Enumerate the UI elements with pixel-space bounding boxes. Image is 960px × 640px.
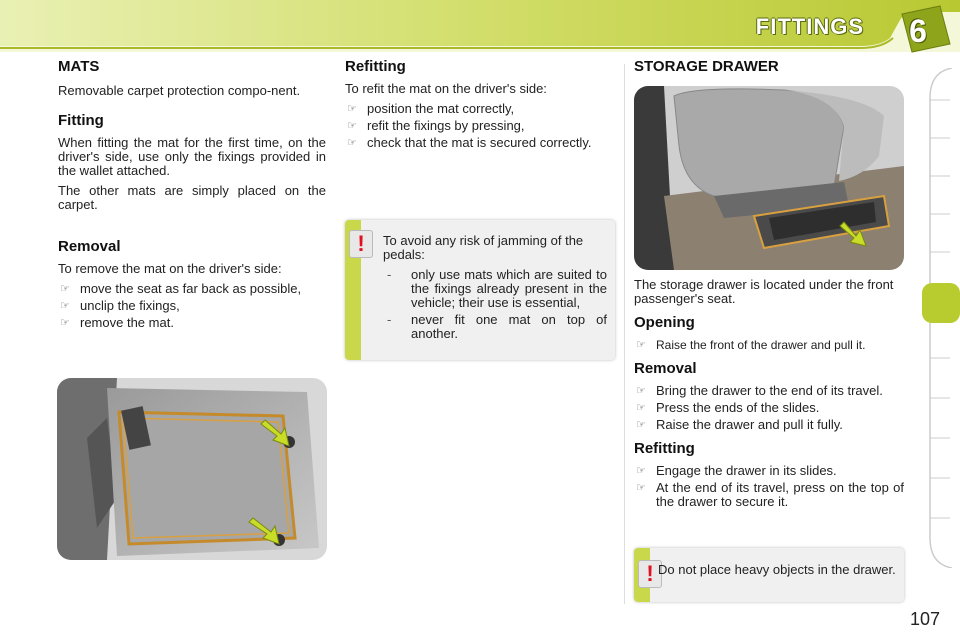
mats-intro: Removable carpet protection compo-nent. (58, 83, 301, 98)
list-item: ☞ position the mat correctly, (347, 101, 515, 116)
warning-intro: To avoid any risk of jamming of the pedals: (383, 233, 584, 262)
removal-intro: To remove the mat on the driver's side: (58, 261, 282, 276)
page-header (0, 0, 960, 56)
list-item: - only use mats which are suited to the fixings already present in the vehicle; their use is essential, (387, 267, 607, 310)
column-mats (58, 60, 326, 346)
column-refitting (345, 60, 615, 166)
drawer-intro: The storage drawer is located under the front passenger's seat. (634, 277, 894, 306)
mat-illustration (57, 378, 327, 560)
opening-steps (634, 338, 904, 352)
list-item: ☞ Press the ends of the slides. (636, 400, 820, 415)
list-item: ☞ remove the mat. (60, 315, 174, 330)
warning-box-drawer (634, 548, 904, 602)
fitting-text-2: The other mats are simply placed on the carpet. (58, 183, 326, 212)
warning-box-mats (345, 220, 615, 360)
column-drawer-text (634, 278, 904, 525)
list-item: ☞ Raise the drawer and pull it fully. (636, 417, 843, 432)
fitting-text-1: When fitting the mat for the first time, on the driver's side, use only the fixings provided in the wallet attached. (58, 135, 326, 178)
active-tab[interactable] (922, 283, 960, 323)
pointer-icon: ☞ (347, 103, 357, 115)
refitting-title: Refitting (345, 58, 406, 75)
chapter-number: 6 (909, 13, 927, 49)
pointer-icon: ☞ (347, 137, 357, 149)
warning-drawer-text: Do not place heavy objects in the drawer. (658, 562, 896, 577)
opening-title: Opening (634, 314, 695, 331)
column-divider (624, 64, 625, 604)
drawer-title: STORAGE DRAWER (634, 58, 779, 75)
pointer-icon: ☞ (636, 402, 646, 414)
removal-steps (58, 282, 326, 330)
drawer-removal-steps (634, 384, 904, 432)
list-item: ☞ check that the mat is secured correctly. (347, 135, 592, 150)
list-item: ☞ Bring the drawer to the end of its travel. (636, 383, 883, 398)
refitting-steps (345, 102, 615, 150)
warning-icon: ! (638, 560, 662, 588)
list-item: ☞ refit the fixings by pressing, (347, 118, 525, 133)
drawer-illustration (634, 86, 904, 270)
chapter-title: FITTINGS (755, 14, 864, 39)
warning-icon: ! (349, 230, 373, 258)
list-item: - never fit one mat on top of another. (387, 312, 607, 341)
pointer-icon: ☞ (636, 419, 646, 431)
removal-title: Removal (58, 238, 121, 255)
page-number: 107 (909, 609, 940, 629)
pointer-icon: ☞ (347, 120, 357, 132)
pointer-icon: ☞ (636, 385, 646, 397)
pointer-icon: ☞ (60, 300, 70, 312)
pointer-icon: ☞ (636, 482, 646, 494)
mats-title: MATS (58, 58, 100, 75)
pointer-icon: ☞ (60, 283, 70, 295)
warning-list (383, 268, 607, 341)
fitting-title: Fitting (58, 112, 104, 129)
drawer-refitting-title: Refitting (634, 440, 695, 457)
drawer-removal-title: Removal (634, 360, 697, 377)
list-item: ☞ unclip the fixings, (60, 298, 180, 313)
refitting-intro: To refit the mat on the driver's side: (345, 81, 547, 96)
list-item: ☞ Raise the front of the drawer and pull it. (636, 338, 866, 352)
pointer-icon: ☞ (636, 339, 646, 351)
list-item: ☞ At the end of its travel, press on the top of the drawer to secure it. (636, 480, 904, 509)
column-drawer (634, 60, 904, 84)
list-item: ☞ Engage the drawer in its slides. (636, 463, 837, 478)
drawer-refitting-steps (634, 464, 904, 509)
pointer-icon: ☞ (636, 465, 646, 477)
pointer-icon: ☞ (60, 317, 70, 329)
list-item: ☞ move the seat as far back as possible, (60, 281, 302, 296)
chapter-tabs (922, 68, 960, 568)
